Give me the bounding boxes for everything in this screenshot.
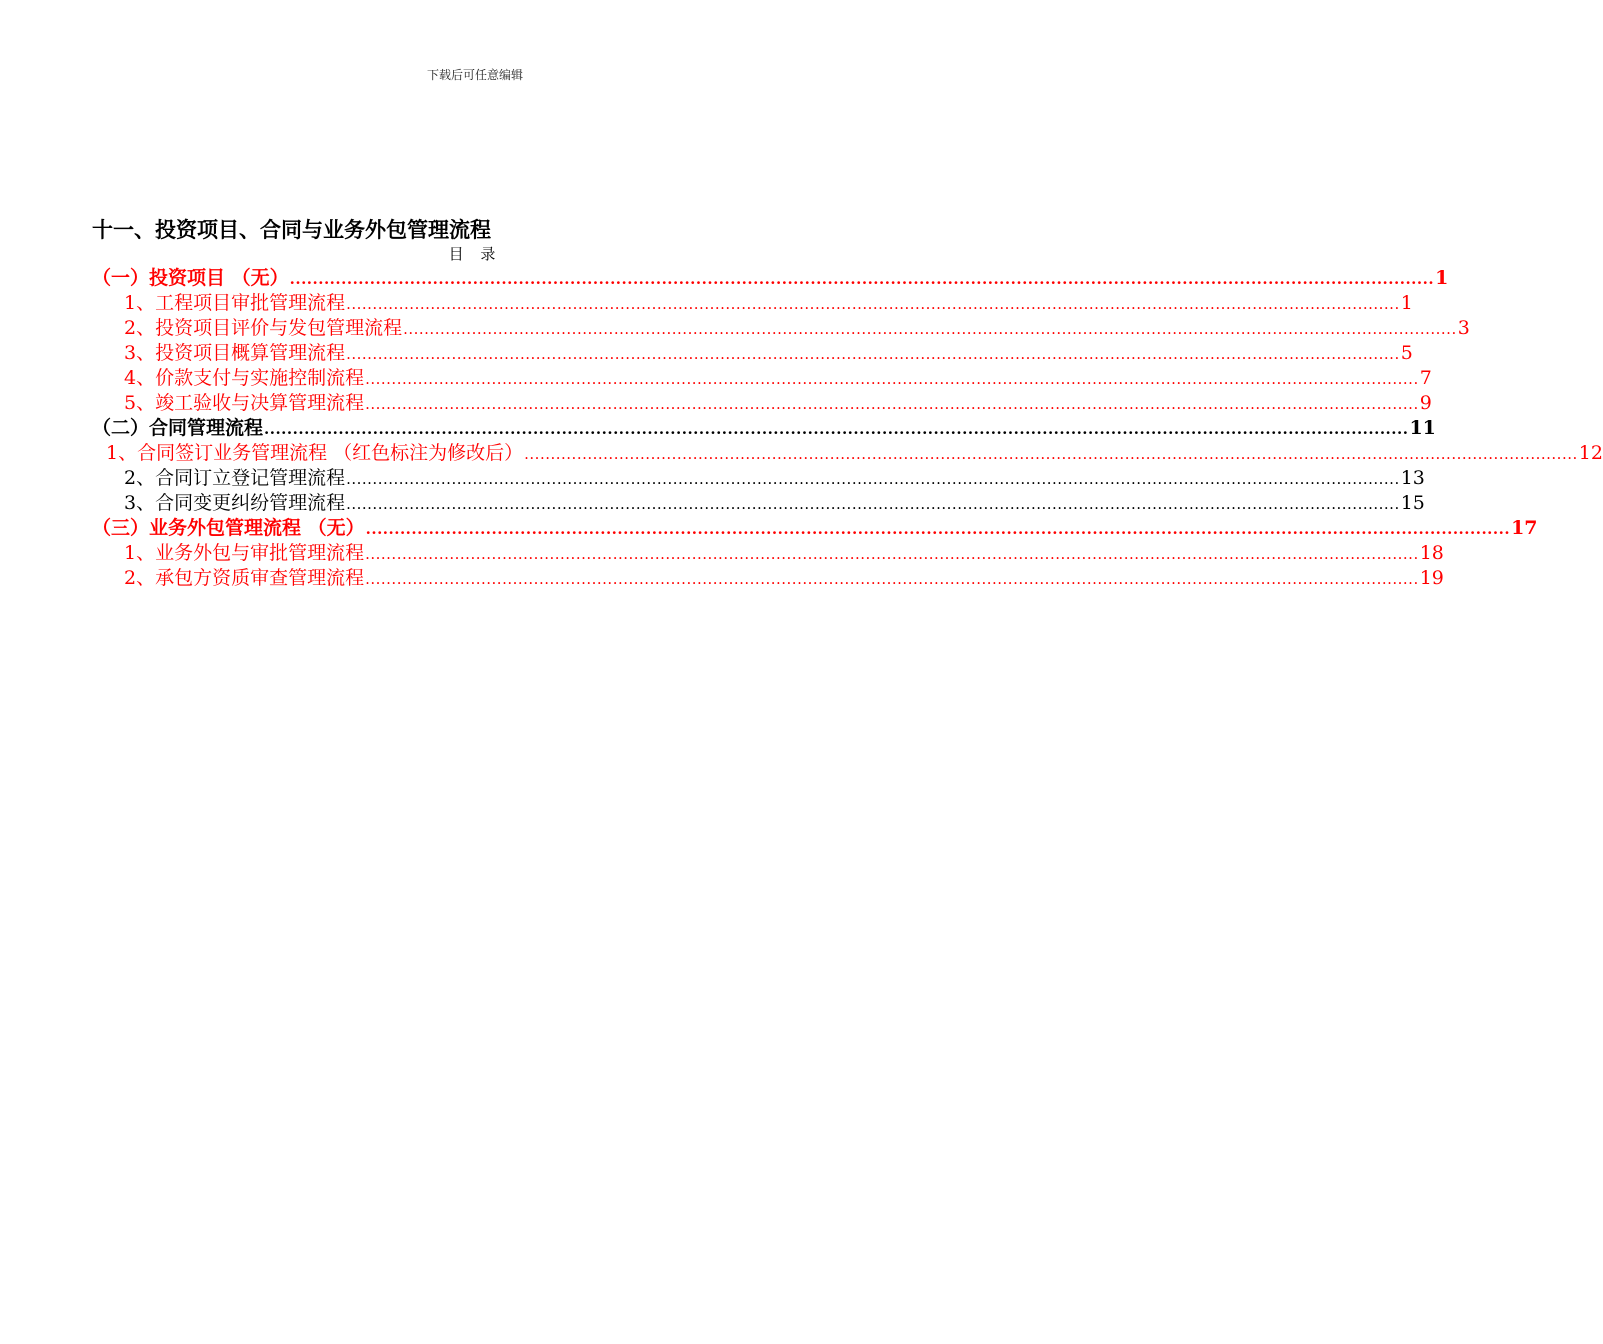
toc-leader-dots: ........................................................................................................................................................................................................ xyxy=(346,295,1400,313)
toc-entry-page-number: 3 xyxy=(1457,317,1470,339)
toc-entry-page-number: 9 xyxy=(1419,392,1432,414)
toc-entry-page-number: 5 xyxy=(1400,342,1413,364)
toc-entry[interactable] xyxy=(124,541,1444,566)
toc-entry-page-number: 1 xyxy=(1435,267,1449,289)
toc-entry-title: 3、投资项目概算管理流程 xyxy=(124,342,346,364)
toc-entry-page-number: 11 xyxy=(1409,417,1436,439)
toc-entry-title: 3、合同变更纠纷管理流程 xyxy=(124,492,346,514)
toc-leader-dots: ........................................................................................................................................................................................................ xyxy=(346,345,1400,363)
toc-entry-title: 1、工程项目审批管理流程 xyxy=(124,292,346,314)
toc-entry-page-number: 1 xyxy=(1400,292,1413,314)
toc-entry-title: 4、价款支付与实施控制流程 xyxy=(124,367,365,389)
toc-leader-dots: ........................................................................................................................................................................................................ xyxy=(365,370,1419,388)
toc-entry[interactable] xyxy=(92,416,1436,441)
toc-leader-dots: ........................................................................................................................................................................................................ xyxy=(365,570,1419,588)
toc-entry-title: 1、业务外包与审批管理流程 xyxy=(124,542,365,564)
page-header-note: 下载后可任意编辑 xyxy=(426,68,523,82)
toc-leader-dots: ........................................................................................................................................................................................................ xyxy=(403,320,1457,338)
toc-entry-page-number: 13 xyxy=(1400,467,1425,489)
toc-entry-title: （一）投资项目 （无） xyxy=(92,267,289,289)
toc-leader-dots: ........................................................................................................................................................................................................ xyxy=(289,270,1435,288)
toc-entry[interactable] xyxy=(124,391,1432,416)
toc-entry-title: 2、投资项目评价与发包管理流程 xyxy=(124,317,403,339)
toc-entry-title: 2、承包方资质审查管理流程 xyxy=(124,567,365,589)
toc-entry[interactable] xyxy=(124,316,1470,341)
toc-leader-dots: ........................................................................................................................................................................................................ xyxy=(264,420,1409,438)
toc-entry-page-number: 17 xyxy=(1511,517,1538,539)
toc-entry[interactable] xyxy=(124,566,1444,591)
toc-leader-dots: ........................................................................................................................................................................................................ xyxy=(365,545,1419,563)
toc-entry-title: 1、合同签订业务管理流程 （红色标注为修改后） xyxy=(106,442,524,464)
toc-entry-page-number: 15 xyxy=(1400,492,1425,514)
toc-entry-title: （三）业务外包管理流程 （无） xyxy=(92,517,365,539)
toc-entry[interactable] xyxy=(124,291,1413,316)
toc-heading: 目 录 xyxy=(448,245,502,263)
toc-entry[interactable] xyxy=(92,516,1538,541)
toc-entry-title: 5、竣工验收与决算管理流程 xyxy=(124,392,365,414)
toc-leader-dots: ........................................................................................................................................................................................................ xyxy=(365,520,1511,538)
toc-leader-dots: ........................................................................................................................................................................................................ xyxy=(524,445,1578,463)
toc-entry[interactable] xyxy=(92,266,1449,291)
toc-entry[interactable] xyxy=(124,341,1413,366)
toc-leader-dots: ........................................................................................................................................................................................................ xyxy=(346,470,1400,488)
document-title: 十一、投资项目、合同与业务外包管理流程 xyxy=(92,217,491,242)
toc-entry-page-number: 18 xyxy=(1419,542,1444,564)
toc-entry-page-number: 19 xyxy=(1419,567,1444,589)
toc-entry[interactable] xyxy=(124,491,1425,516)
toc-leader-dots: ........................................................................................................................................................................................................ xyxy=(365,395,1419,413)
toc-entry[interactable] xyxy=(124,466,1425,491)
toc-entry-page-number: 7 xyxy=(1419,367,1432,389)
toc-entry-page-number: 12 xyxy=(1578,442,1603,464)
toc-entry-title: 2、合同订立登记管理流程 xyxy=(124,467,346,489)
toc-entry[interactable] xyxy=(124,366,1432,391)
toc-entry-title: （二）合同管理流程 xyxy=(92,417,264,439)
toc-entry[interactable] xyxy=(106,441,1603,466)
toc-leader-dots: ........................................................................................................................................................................................................ xyxy=(346,495,1400,513)
